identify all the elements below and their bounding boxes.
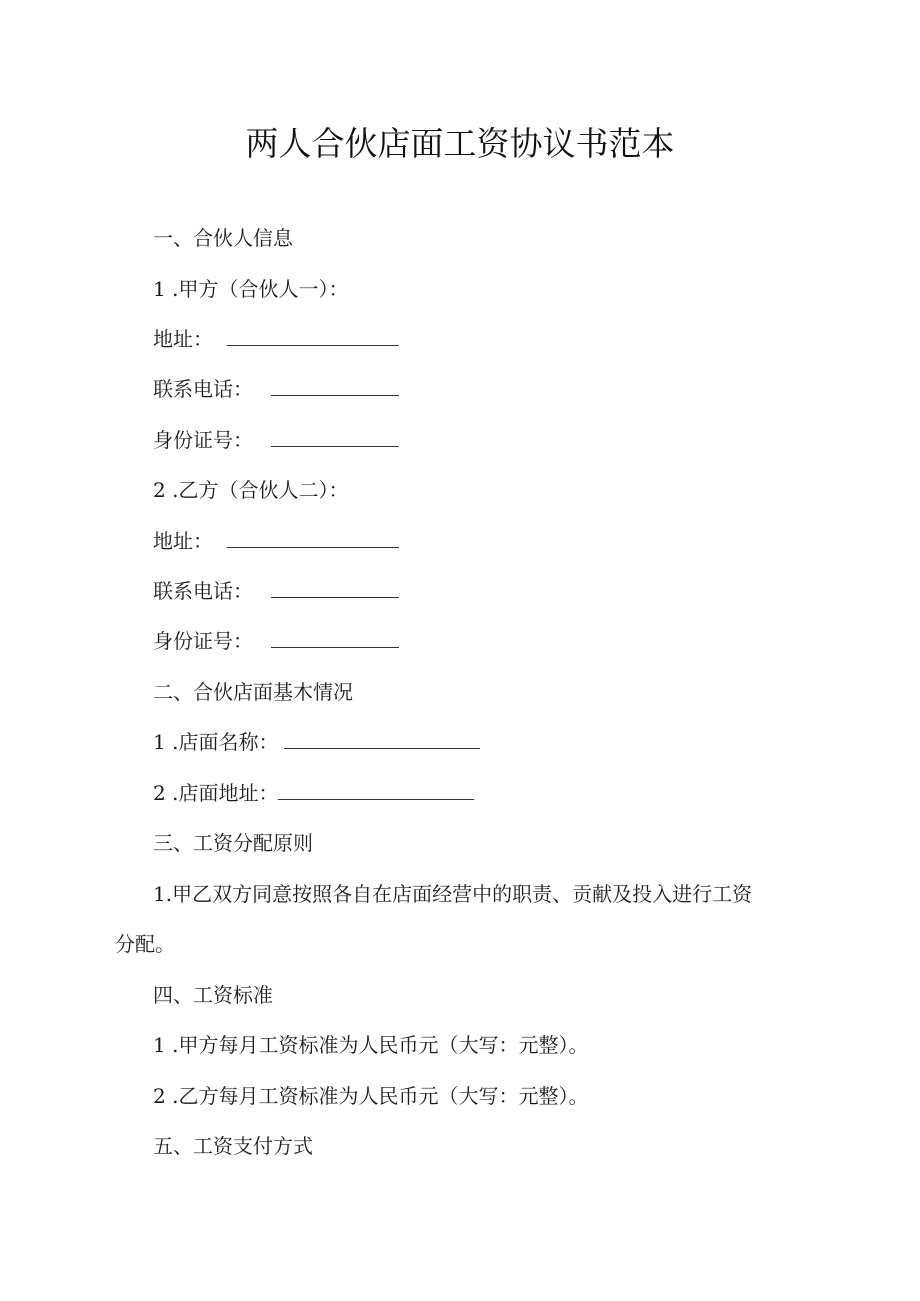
party-a-phone-row bbox=[153, 375, 399, 403]
party-b-id-blank[interactable] bbox=[271, 627, 399, 648]
party-b-phone-row bbox=[153, 577, 399, 605]
party-a-id-label: 身份证号： bbox=[153, 428, 253, 452]
party-a-phone-blank[interactable] bbox=[271, 375, 399, 396]
party-a-address-blank[interactable] bbox=[227, 325, 399, 346]
store-name-blank[interactable] bbox=[284, 728, 480, 749]
party-b-address-blank[interactable] bbox=[227, 527, 399, 548]
document-title: 两人合伙店面工资协议书范本 bbox=[245, 124, 675, 163]
party-a-address-row bbox=[153, 325, 399, 353]
party-a-phone-label: 联系电话： bbox=[153, 377, 253, 401]
standard-party-a: 1 .甲方每月工资标准为人民币元（大写：元整）。 bbox=[153, 1033, 589, 1057]
section-heading-store: 二、合伙店面基木情况 bbox=[153, 680, 353, 704]
party-a-heading: 1 .甲方（合伙人一）： bbox=[153, 277, 349, 301]
party-b-id-label: 身份证号： bbox=[153, 629, 253, 653]
party-b-phone-label: 联系电话： bbox=[153, 579, 253, 603]
party-b-phone-blank[interactable] bbox=[271, 577, 399, 598]
party-b-address-label: 地址： bbox=[153, 529, 213, 553]
standard-party-b: 2 .乙方每月工资标准为人民币元（大写：元整）。 bbox=[153, 1084, 589, 1108]
principle-paragraph-line1: 1.甲乙双方同意按照各自在店面经营中的职责、贡献及投入进行工资 bbox=[153, 882, 753, 906]
party-a-id-row bbox=[153, 426, 399, 454]
store-address-row bbox=[153, 779, 474, 807]
store-address-label: 2 .店面地址： bbox=[153, 781, 279, 805]
party-b-id-row bbox=[153, 627, 399, 655]
section-heading-partners: 一、合伙人信息 bbox=[153, 226, 293, 250]
section-heading-principle: 三、工资分配原则 bbox=[153, 831, 313, 855]
store-address-blank[interactable] bbox=[278, 779, 474, 800]
party-a-address-label: 地址： bbox=[153, 327, 213, 351]
party-b-heading: 2 .乙方（合伙人二）： bbox=[153, 478, 349, 502]
party-b-address-row bbox=[153, 527, 399, 555]
store-name-row bbox=[153, 728, 480, 756]
section-heading-standard: 四、工资标准 bbox=[153, 983, 273, 1007]
section-heading-payment: 五、工资支付方式 bbox=[153, 1134, 313, 1158]
party-a-id-blank[interactable] bbox=[271, 426, 399, 447]
principle-paragraph-line2: 分配。 bbox=[115, 932, 175, 956]
store-name-label: 1 .店面名称： bbox=[153, 730, 279, 754]
